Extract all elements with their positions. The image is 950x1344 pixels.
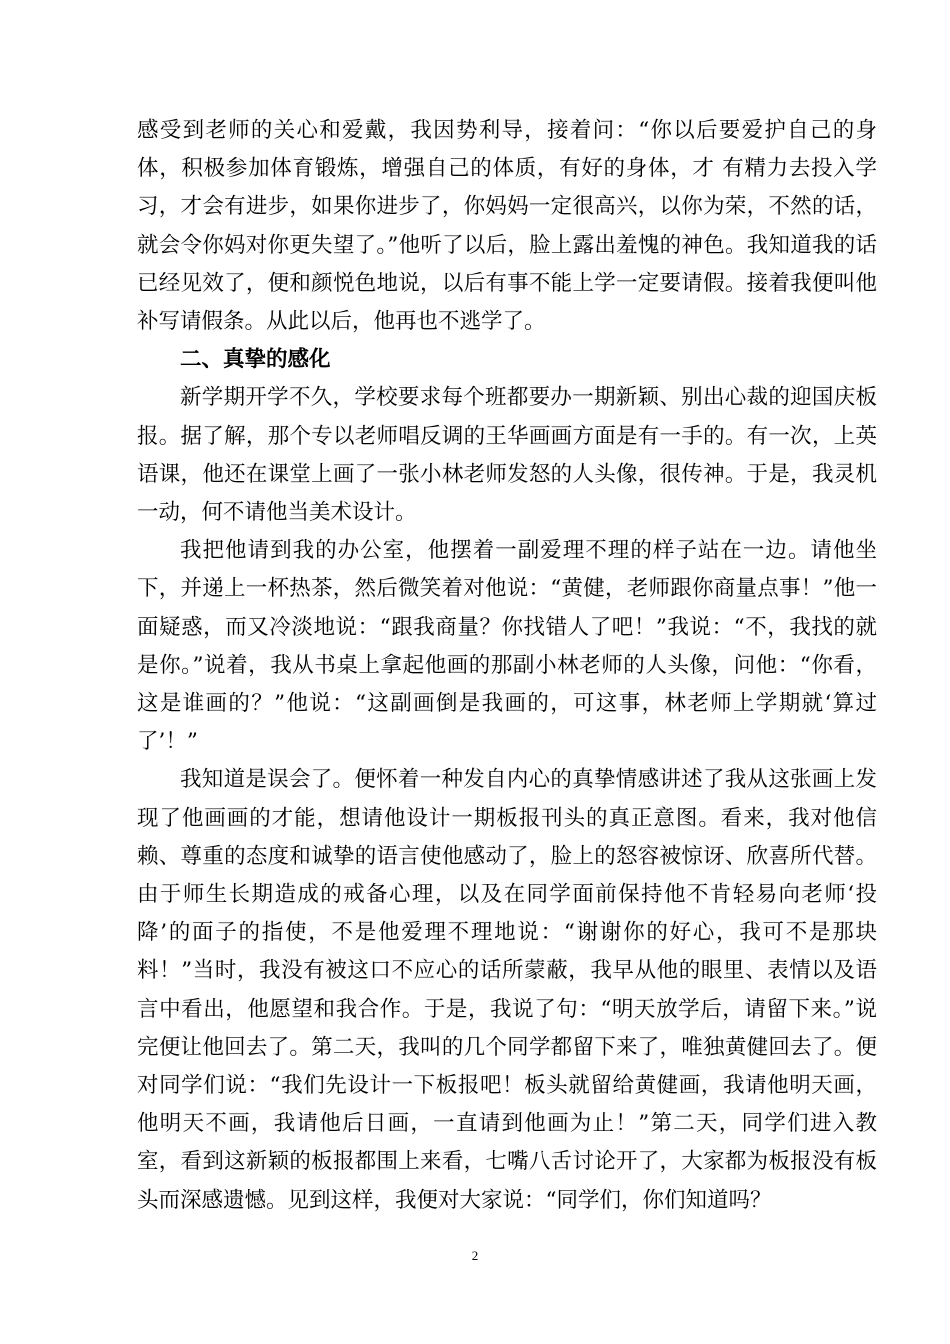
page-number: 2 bbox=[471, 1248, 479, 1263]
paragraph-2: 新学期开学不久，学校要求每个班都要办一期新颖、别出心裁的迎国庆板报。据了解，那个专以老师唱反调的王华画画方面是有一手的。有一次，上英语课，他还在课堂上画了一张小林老师发怒的人头像，很传神。于是，我灵机一动，何不请他当美术设计。 bbox=[137, 385, 877, 526]
paragraph-3: 我把他请到我的办公室，他摆着一副爱理不理的样子站在一边。请他坐下，并递上一杯热茶，然后微笑着对他说：“黄健，老师跟你商量点事！”他一面疑惑，而又冷淡地说：“跟我商量？你找错人了吧！”我说：“不，我找的就是你。”说着，我从书桌上拿起他画的那副小林老师的人头像，问他：“你看，这是谁画的？”他说：“这副画倒是我画的，可这事，林老师上学期就‘算过了’！” bbox=[137, 538, 877, 755]
paragraph-1: 感受到老师的关心和爱戴，我因势利导，接着问：“你以后要爱护自己的身体，积极参加体育锻炼，增强自己的体质，有好的身体，才 有精力去投入学习，才会有进步，如果你进步了，你妈妈一定很高兴，以你为荣，不然的话，就会令你妈对你更失望了。”他听了以后，脸上露出羞愧的神色。我知道我的话已经见效了，便和颜悦色地说，以后有事不能上学一定要请假。接着我便叫他补写请假条。从此以后，他再也不逃学了。 bbox=[137, 118, 877, 335]
section-heading: 二、真挚的感化 bbox=[180, 347, 331, 373]
paragraph-4: 我知道是误会了。便怀着一种发自内心的真挚情感讲述了我从这张画上发现了他画画的才能，想请他设计一期板报刊头的真正意图。看来，我对他信赖、尊重的态度和诚挚的语言使他感动了，脸上的怒容被惊讶、欣喜所代替。由于师生长期造成的戒备心理，以及在同学面前保持他不肯轻易向老师‘投降’的面子的指使，不是他爱理不理地说：“谢谢你的好心，我可不是那块料！”当时，我没有被这口不应心的话所蒙蔽，我早从他的眼里、表情以及语言中看出，他愿望和我合作。于是，我说了句：“明天放学后，请留下来。”说完便让他回去了。第二天，我叫的几个同学都留下来了，唯独黄健回去了。便对同学们说：“我们先设计一下板报吧！板头就留给黄健画，我请他明天画，他明天不画，我请他后日画，一直请到他画为止！”第二天，同学们进入教室，看到这新颖的板报都围上来看，七嘴八舌讨论开了，大家都为板报没有板头而深感遗憾。见到这样，我便对大家说：“同学们，你们知道吗？ bbox=[137, 767, 877, 1213]
body-text bbox=[137, 112, 877, 1220]
